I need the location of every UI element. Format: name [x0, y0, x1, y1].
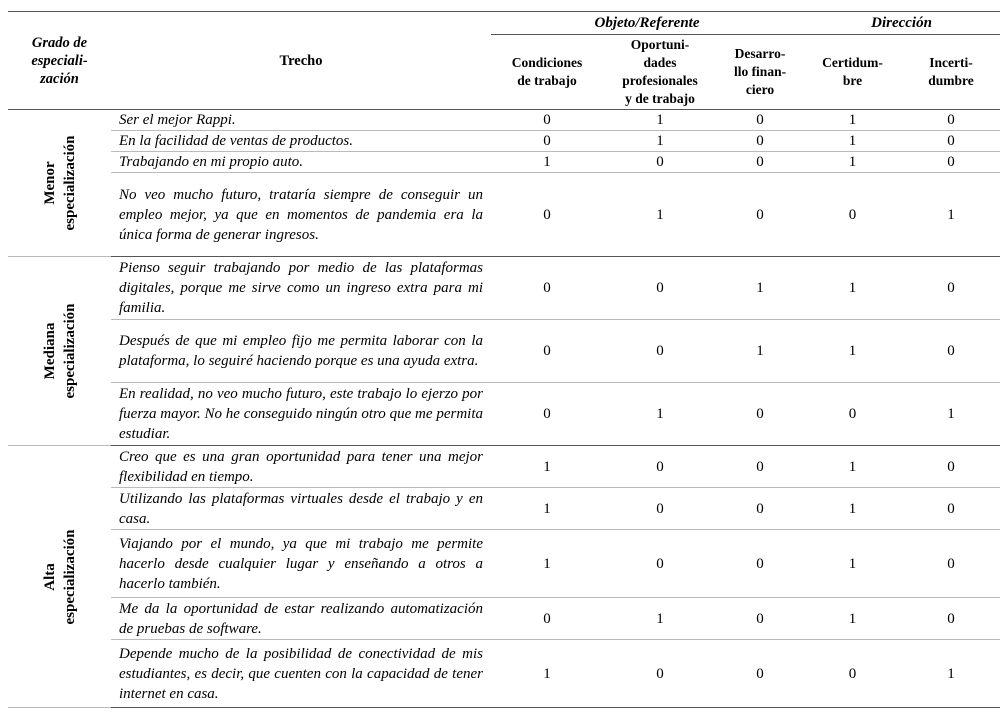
trecho-text: Utilizando las plataformas virtuales desde el trabajo y en casa.: [111, 488, 491, 530]
value-certidumbre: 1: [803, 530, 902, 598]
group-label-line: especialización: [61, 529, 78, 624]
direccion-header: Dirección: [803, 12, 1000, 35]
trecho-text: Trabajando en mi propio auto.: [111, 152, 491, 173]
value-certidumbre: 0: [803, 383, 902, 446]
value-incertidumbre: 0: [902, 152, 1000, 173]
group-label: [40, 136, 80, 231]
value-condiciones: 1: [491, 152, 603, 173]
objeto-referente-header: Objeto/Referente: [491, 12, 803, 35]
group-label-line: Mediana: [41, 322, 58, 380]
trecho-text: En realidad, no veo mucho futuro, este trabajo lo ejerzo por fuerza mayor. No he conseguido ningún otro que me permita estudiar.: [111, 383, 491, 446]
value-oportunidades: 1: [603, 173, 717, 257]
value-condiciones: 1: [491, 446, 603, 488]
value-condiciones: 0: [491, 383, 603, 446]
value-certidumbre: 1: [803, 598, 902, 640]
value-certidumbre: 0: [803, 173, 902, 257]
group-label-line: Menor: [41, 161, 58, 205]
value-desarrollo: 0: [717, 640, 803, 708]
table-row: [8, 110, 1000, 131]
value-oportunidades: 1: [603, 598, 717, 640]
table-row: [8, 152, 1000, 173]
table-row: [8, 640, 1000, 708]
table-row: [8, 320, 1000, 383]
value-incertidumbre: 0: [902, 598, 1000, 640]
value-oportunidades: 0: [603, 488, 717, 530]
value-desarrollo: 0: [717, 131, 803, 152]
value-oportunidades: 0: [603, 446, 717, 488]
value-condiciones: 0: [491, 173, 603, 257]
col-incertidumbre-header: Incerti- dumbre: [902, 35, 1000, 110]
value-incertidumbre: 0: [902, 488, 1000, 530]
group-label: [40, 529, 80, 624]
col-desarrollo-header: Desarro- llo finan- ciero: [717, 35, 803, 110]
group-label-cell: [8, 257, 111, 446]
value-condiciones: 0: [491, 257, 603, 320]
value-oportunidades: 0: [603, 320, 717, 383]
col-oportunidades-header: Oportuni- dades profesionales y de trabajo: [603, 35, 717, 110]
value-incertidumbre: 0: [902, 257, 1000, 320]
especializacion-table: [8, 11, 1000, 708]
trecho-text: Creo que es una gran oportunidad para tener una mejor flexibilidad en tiempo.: [111, 446, 491, 488]
trecho-text: Viajando por el mundo, ya que mi trabajo me permite hacerlo desde cualquier lugar y enseñando a otros a hacerlo también.: [111, 530, 491, 598]
value-condiciones: 0: [491, 131, 603, 152]
table-row: [8, 446, 1000, 488]
col-condiciones-header: Condiciones de trabajo: [491, 35, 603, 110]
value-condiciones: 1: [491, 488, 603, 530]
table-row: [8, 173, 1000, 257]
value-oportunidades: 1: [603, 131, 717, 152]
value-certidumbre: 0: [803, 640, 902, 708]
value-certidumbre: 1: [803, 152, 902, 173]
table-row: [8, 257, 1000, 320]
value-incertidumbre: 0: [902, 530, 1000, 598]
value-incertidumbre: 0: [902, 131, 1000, 152]
value-incertidumbre: 1: [902, 383, 1000, 446]
table-row: [8, 131, 1000, 152]
table-row: [8, 598, 1000, 640]
trecho-text: Después de que mi empleo fijo me permita laborar con la plataforma, lo seguiré haciendo porque es una ayuda extra.: [111, 320, 491, 383]
value-desarrollo: 0: [717, 383, 803, 446]
group-label-cell: [8, 110, 111, 257]
group-label-line: especialización: [61, 135, 78, 231]
group-label: [40, 304, 80, 399]
value-condiciones: 0: [491, 320, 603, 383]
value-desarrollo: 0: [717, 110, 803, 131]
table-row: [8, 530, 1000, 598]
group-label-line: especialización: [61, 303, 78, 399]
trecho-text: Me da la oportunidad de estar realizando automatización de pruebas de software.: [111, 598, 491, 640]
value-desarrollo: 0: [717, 598, 803, 640]
value-incertidumbre: 1: [902, 173, 1000, 257]
value-oportunidades: 0: [603, 257, 717, 320]
value-desarrollo: 0: [717, 488, 803, 530]
value-desarrollo: 1: [717, 257, 803, 320]
table-header: [8, 12, 1000, 110]
value-certidumbre: 1: [803, 320, 902, 383]
value-oportunidades: 0: [603, 530, 717, 598]
trecho-text: Depende mucho de la posibilidad de conectividad de mis estudiantes, es decir, que cuenten con la capacidad de tener internet en casa.: [111, 640, 491, 708]
value-desarrollo: 0: [717, 173, 803, 257]
value-condiciones: 1: [491, 640, 603, 708]
value-desarrollo: 0: [717, 446, 803, 488]
value-desarrollo: 0: [717, 530, 803, 598]
value-desarrollo: 1: [717, 320, 803, 383]
value-oportunidades: 0: [603, 640, 717, 708]
group-label-line: Alta: [41, 562, 58, 591]
trecho-text: Ser el mejor Rappi.: [111, 110, 491, 131]
group-label-cell: [8, 446, 111, 708]
value-desarrollo: 0: [717, 152, 803, 173]
value-incertidumbre: 0: [902, 320, 1000, 383]
trecho-text: En la facilidad de ventas de productos.: [111, 131, 491, 152]
value-condiciones: 0: [491, 598, 603, 640]
value-incertidumbre: 0: [902, 110, 1000, 131]
value-certidumbre: 1: [803, 131, 902, 152]
value-certidumbre: 1: [803, 488, 902, 530]
value-oportunidades: 1: [603, 383, 717, 446]
trecho-text: No veo mucho futuro, trataría siempre de conseguir un empleo mejor, ya que en momentos de pandemia era la única forma de generar ingresos.: [111, 173, 491, 257]
col-certidumbre-header: Certidum- bre: [803, 35, 902, 110]
table-row: [8, 383, 1000, 446]
trecho-header: Trecho: [111, 12, 491, 110]
table-body: [8, 110, 1000, 708]
value-certidumbre: 1: [803, 110, 902, 131]
trecho-text: Pienso seguir trabajando por medio de las plataformas digitales, porque me sirve como un ingreso extra para mi familia.: [111, 257, 491, 320]
value-certidumbre: 1: [803, 446, 902, 488]
grado-header: Grado de especiali- zación: [8, 12, 111, 110]
value-condiciones: 1: [491, 530, 603, 598]
table-row: [8, 488, 1000, 530]
value-incertidumbre: 1: [902, 640, 1000, 708]
value-incertidumbre: 0: [902, 446, 1000, 488]
value-oportunidades: 0: [603, 152, 717, 173]
value-condiciones: 0: [491, 110, 603, 131]
value-certidumbre: 1: [803, 257, 902, 320]
value-oportunidades: 1: [603, 110, 717, 131]
